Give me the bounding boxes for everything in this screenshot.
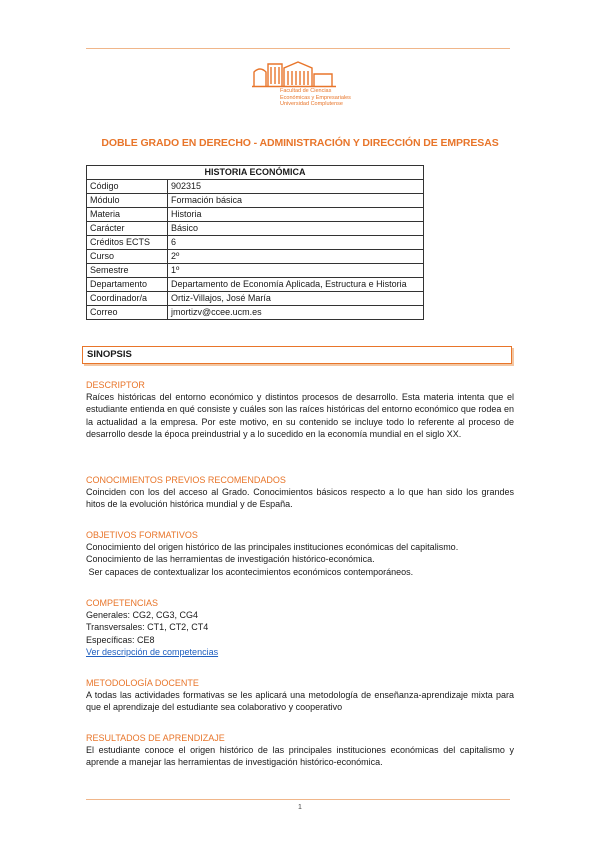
metodologia-section	[86, 677, 514, 714]
table-row	[87, 208, 424, 222]
row-key: Correo	[87, 306, 168, 320]
section-heading: RESULTADOS DE APRENDIZAJE	[86, 733, 225, 743]
table-row	[87, 264, 424, 278]
table-title: HISTORIA ECONÓMICA	[87, 166, 424, 180]
competence-line: Transversales: CT1, CT2, CT4	[86, 622, 209, 633]
building-logo-icon	[252, 58, 336, 88]
competencias-link[interactable]: Ver descripción de competencias	[86, 647, 219, 658]
competencias-section	[86, 597, 514, 659]
row-value: 902315	[168, 180, 424, 194]
row-key: Módulo	[87, 194, 168, 208]
section-body: El estudiante conoce el origen histórico de las principales instituciones económicas del capitalismo y aprende a manejar las herramientas de investigación histórico-económica.	[86, 745, 514, 768]
resultados-section	[86, 732, 514, 769]
row-value: 1º	[168, 264, 424, 278]
footer-rule	[86, 799, 510, 800]
competence-line: Específicas: CE8	[86, 634, 155, 645]
row-key: Créditos ECTS	[87, 236, 168, 250]
faculty-logo	[252, 58, 351, 110]
header-rule	[86, 48, 510, 49]
conocimientos-section	[86, 474, 514, 511]
row-key: Semestre	[87, 264, 168, 278]
document-title: DOBLE GRADO EN DERECHO - ADMINISTRACIÓN Y DIRECCIÓN DE EMPRESAS	[101, 137, 499, 149]
email-value: jmortizv@ccee.ucm.es	[168, 306, 424, 320]
objective-line: Ser capaces de contextualizar los acontecimientos económicos contemporáneos.	[86, 566, 414, 577]
section-body: A todas las actividades formativas se les aplicará una metodología de enseñanza-aprendizaje mixta para que el aprendizaje del estudiante sea colaborativo y cooperativo	[86, 690, 514, 713]
section-heading: OBJETIVOS FORMATIVOS	[86, 530, 198, 540]
row-key: Curso	[87, 250, 168, 264]
table-row	[87, 306, 424, 320]
objective-line: Conocimiento de las herramientas de investigación histórico-económica.	[86, 554, 375, 565]
section-heading: COMPETENCIAS	[86, 598, 159, 608]
course-info-table	[86, 165, 424, 320]
table-row	[87, 250, 424, 264]
row-value: Departamento de Economía Aplicada, Estructura e Historia	[168, 278, 424, 292]
objetivos-section	[86, 529, 514, 578]
section-body: Coinciden con los del acceso al Grado. Conocimientos básicos respecto a lo que han sido los grandes hitos de la evolución histórica mundial y de España.	[86, 487, 514, 510]
descriptor-section	[86, 379, 514, 441]
row-key: Código	[87, 180, 168, 194]
table-row	[87, 180, 424, 194]
competence-line: Generales: CG2, CG3, CG4	[86, 610, 199, 620]
section-body: Raíces históricas del entorno económico y distintos procesos de desarrollo. Esta materia intenta que el estudiante entienda en qué consiste y cuáles son las raíces históricas del entorno económico que rodea en la actualidad a la empresa. Por este motivo, en su contenido se incluye todo lo referente al proceso de desarrollo desde la época preindustrial y a lo sucedido en la economía mundial en el siglo XX.	[86, 392, 514, 440]
table-row	[87, 292, 424, 306]
page-number: 1	[298, 804, 302, 811]
row-value: Básico	[168, 222, 424, 236]
section-heading: CONOCIMIENTOS PREVIOS RECOMENDADOS	[86, 475, 286, 485]
table-row	[87, 278, 424, 292]
row-value: Formación básica	[168, 194, 424, 208]
table-title-row	[87, 166, 424, 180]
objective-line: Conocimiento del origen histórico de las principales instituciones económicas del capitalismo.	[86, 542, 459, 552]
row-key: Materia	[87, 208, 168, 222]
table-row	[87, 194, 424, 208]
section-heading: METODOLOGÍA DOCENTE	[86, 678, 199, 688]
section-heading: DESCRIPTOR	[86, 380, 145, 390]
row-value: 2º	[168, 250, 424, 264]
row-value: Historia	[168, 208, 424, 222]
row-value: Ortiz-Villajos, José María	[168, 292, 424, 306]
sinopsis-header: SINOPSIS	[82, 346, 512, 364]
logo-caption: Facultad de Ciencias Económicas y Empresariales Universidad Complutense	[280, 88, 351, 107]
row-key: Carácter	[87, 222, 168, 236]
row-key: Coordinador/a	[87, 292, 168, 306]
row-value: 6	[168, 236, 424, 250]
table-row	[87, 236, 424, 250]
row-key: Departamento	[87, 278, 168, 292]
table-row	[87, 222, 424, 236]
